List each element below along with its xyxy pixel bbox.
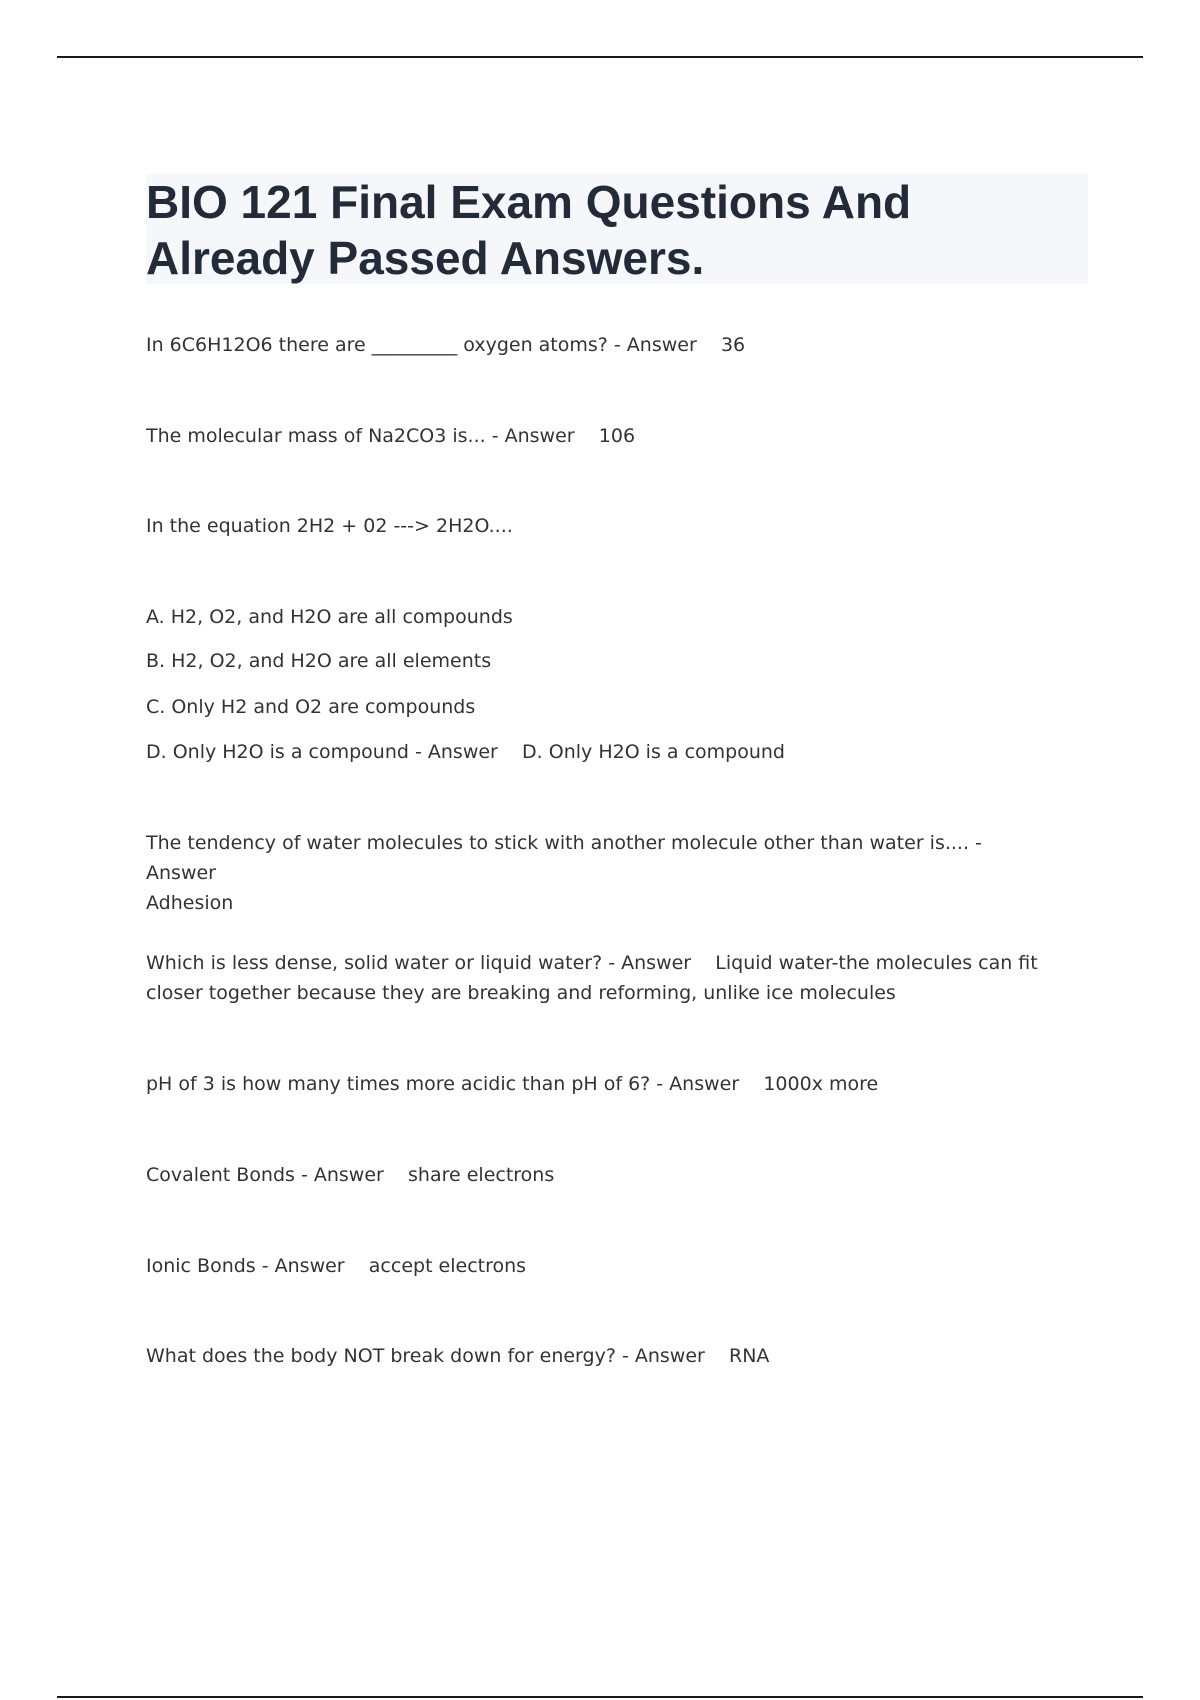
option-text: B. H2, O2, and H2O are all elements [146,650,492,672]
answer-text: D. Only H2O is a compound [522,741,785,763]
option-a [146,602,1066,632]
option-d [146,737,1066,767]
answer-text: 36 [720,334,746,356]
option-text: C. Only H2 and O2 are compounds [146,696,476,718]
title-block [146,174,1088,284]
question-text: Covalent Bonds - Answer [146,1164,384,1186]
option-text: A. H2, O2, and H2O are all compounds [146,606,513,628]
qa-item [146,421,1066,451]
answer-text: accept electrons [368,1255,527,1277]
option-c [146,692,1066,722]
question-text: In the equation 2H2 + 02 ---> 2H2O.... [146,515,513,537]
qa-item [146,948,1046,1008]
answer-text: Adhesion [146,892,234,914]
answer-text: RNA [729,1345,770,1367]
question-text: In 6C6H12O6 there are _________ oxygen atoms? - Answer [146,334,697,356]
answer-text: Liquid water-the molecules can fit closer together because they are breaking and reforming, unlike ice molecules [146,952,1044,1004]
answer-text: 1000x more [763,1073,879,1095]
qa-item [146,1160,1066,1190]
question-text: Which is less dense, solid water or liquid water? - Answer [146,952,692,974]
document-title [146,174,1088,286]
header-rule [57,56,1143,58]
footer-rule [57,1696,1143,1698]
option-text: D. Only H2O is a compound - Answer [146,741,498,763]
qa-item [146,1069,1066,1099]
title-line-1: BIO 121 Final Exam Questions And [146,176,912,228]
answer-text: 106 [598,425,636,447]
qa-item [146,511,1066,541]
qa-item [146,1341,1066,1371]
question-text: The molecular mass of Na2CO3 is... - Answer [146,425,575,447]
question-text: Ionic Bonds - Answer [146,1255,345,1277]
question-text: What does the body NOT break down for energy? - Answer [146,1345,705,1367]
title-line-2: Already Passed Answers. [146,232,705,284]
answer-text: share electrons [408,1164,555,1186]
qa-item [146,330,1066,360]
question-text: The tendency of water molecules to stick with another molecule other than water is.... - Answer [146,832,988,884]
question-text: pH of 3 is how many times more acidic than pH of 6? - Answer [146,1073,740,1095]
qa-item [146,1251,1066,1281]
option-b [146,646,1066,676]
qa-item [146,828,1046,918]
